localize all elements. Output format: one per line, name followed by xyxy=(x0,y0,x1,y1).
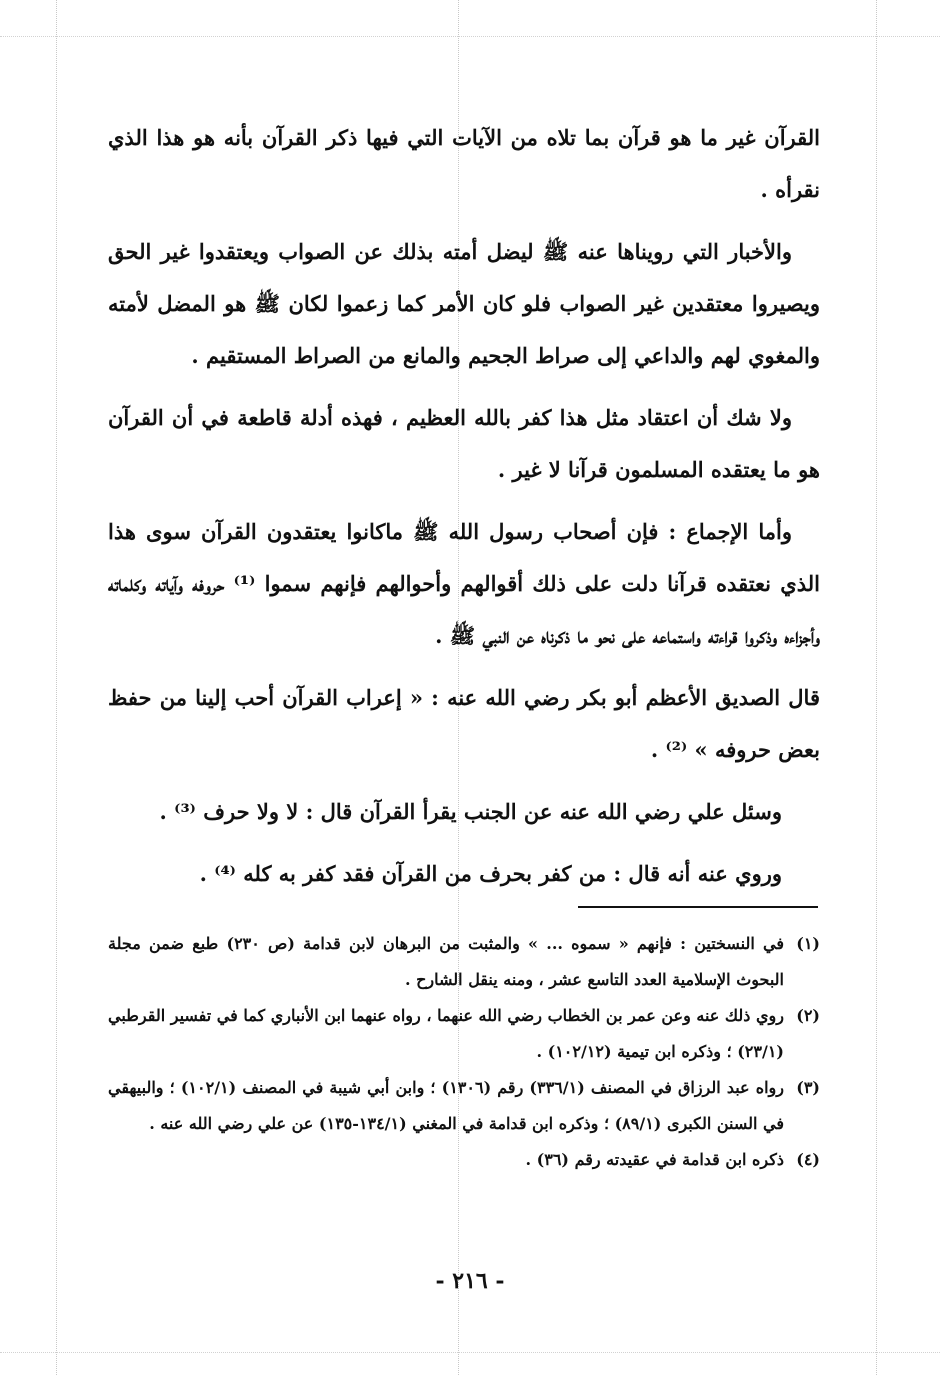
footnote-text: رواه عبد الرزاق في المصنف (٣٣٦/١) رقم (١٣٠٦) ؛ وابن أبي شيبة في المصنف (١٠٢/١) ؛ والبيهقي في السنن الكبرى (٨٩/١) ؛ وذكره ابن قدامة في المغني (١٣٤/١-١٣٥) عن علي رضي الله عنه . xyxy=(108,1078,784,1133)
paragraph-ali-saying: وروي عنه أنه قال : من كفر بحرف من القرآن فقد كفر به كله ⁽⁴⁾ . xyxy=(199,861,782,886)
scan-guide-line xyxy=(56,0,57,1375)
paragraph-hadith-reports: والأخبار التي رويناها عنه ﷺ ليضل أمته بذلك عن الصواب ويعتقدوا غير الحق ويصيروا معتقدين غير الصواب فلو كان الأمر كما زعموا لكان ﷺ هو المضل لأمته والمغوي لهم والداعي إلى صراط الجحيم والمانع من الصراط المستقيم . xyxy=(108,239,820,368)
paragraph-no-doubt: ولا شك أن اعتقاد مثل هذا كفر بالله العظيم ، فهذه أدلة قاطعة في أن القرآن هو ما يعتقده المسلمون قرآنا لا غير . xyxy=(108,405,820,482)
scan-guide-line xyxy=(0,36,940,37)
footnote-item xyxy=(108,926,820,998)
footnote-number: (٤) xyxy=(796,1150,820,1169)
footnote-text: روي ذلك عنه وعن عمر بن الخطاب رضي الله عنهما ، رواه عنهما ابن الأنباري كما في تفسير القرطبي (٢٣/١) ؛ وذكره ابن تيمية (١٠٢/١٢) . xyxy=(108,1006,784,1061)
paragraph-continuation: القرآن غير ما هو قرآن بما تلاه من الآيات التي فيها ذكر القرآن بأنه هو هذا الذي نقرأه . xyxy=(108,125,820,202)
footnote-separator xyxy=(578,906,818,908)
page-number: - ٢١٦ - xyxy=(435,1268,505,1294)
footnote-text: في النسختين : فإنهم « سموه ... » والمثبت من البرهان لابن قدامة (ص ٢٣٠) طبع ضمن مجلة البحوث الإسلامية العدد التاسع عشر ، ومنه ينقل الشارح . xyxy=(108,934,784,989)
footnote-text: ذكره ابن قدامة في عقيدته رقم (٣٦) . xyxy=(525,1150,784,1169)
footnote-number: (٣) xyxy=(796,1078,820,1097)
footnote-item xyxy=(108,998,820,1070)
main-text xyxy=(108,112,820,910)
paragraph-ali-question: وسئل علي رضي الله عنه عن الجنب يقرأ القرآن قال : لا ولا حرف ⁽³⁾ . xyxy=(159,799,782,824)
footnote-number: (١) xyxy=(796,934,820,953)
paragraph-consensus: وأما الإجماع : فإن أصحاب رسول الله ﷺ ماكانوا يعتقدون القرآن سوى هذا الذي نعتقده قرآنا دلت على ذلك أقوالهم وأحوالهم فإنهم سموا ⁽¹⁾ حروفه وآياته وكلماته وأجزاءه وذكروا قراءته واستماعه على نحو ما ذكرناه عن النبي ﷺ . xyxy=(108,519,820,648)
footnote-item xyxy=(108,1142,820,1178)
scan-guide-line xyxy=(0,1352,940,1353)
paragraph-abu-bakr-quote: قال الصديق الأعظم أبو بكر رضي الله عنه : « إعراب القرآن أحب إلينا من حفظ بعض حروفه » ⁽²⁾ . xyxy=(108,685,820,762)
scan-guide-line xyxy=(876,0,877,1375)
footnote-item xyxy=(108,1070,820,1142)
footnote-number: (٢) xyxy=(796,1006,820,1025)
footnotes xyxy=(108,926,820,1178)
